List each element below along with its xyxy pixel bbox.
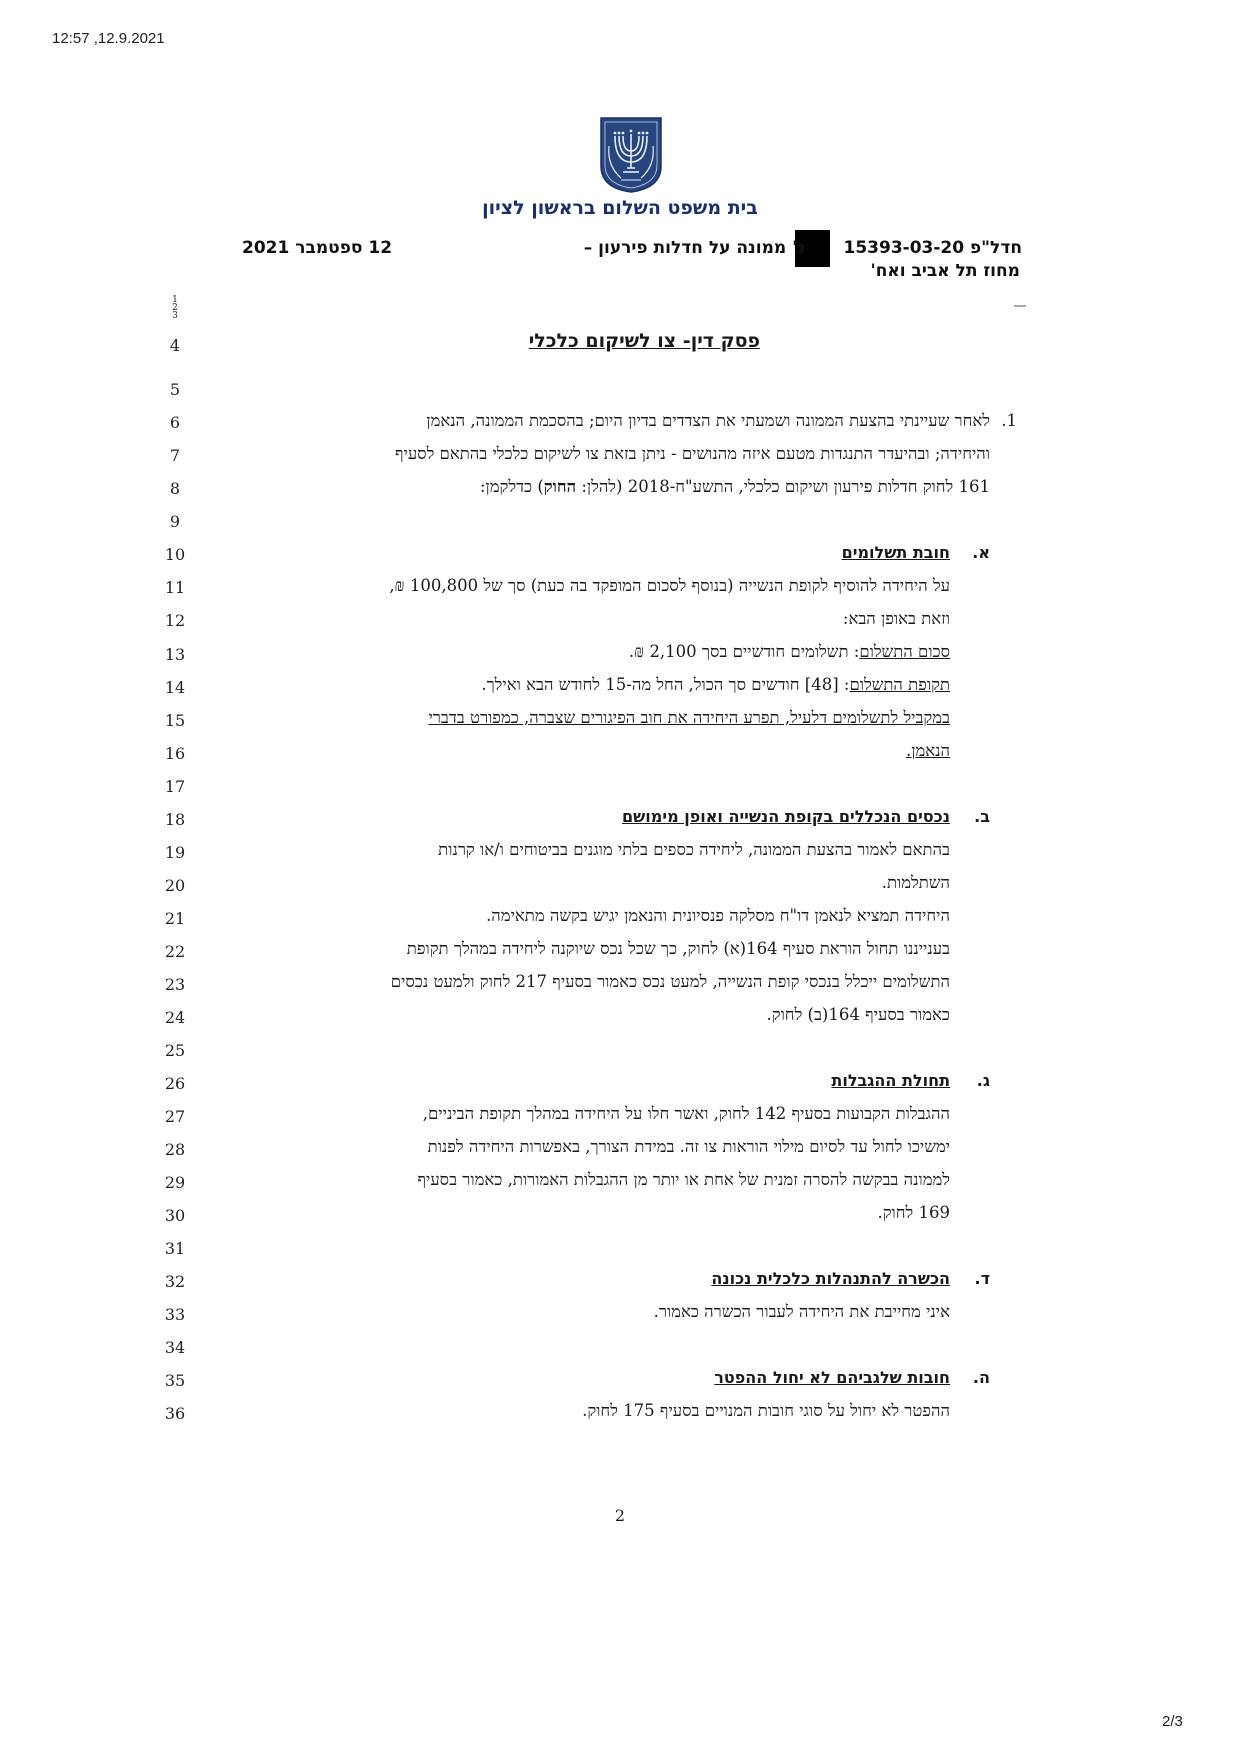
section-d-letter: ד.	[974, 1269, 990, 1288]
section-b-heading: נכסים הנכללים בקופת הנשייה ואופן מימושם	[622, 807, 950, 826]
payment-period-text: : [48] חודשים סך הכול, החל מה-15 לחודש הבא ואילך.	[481, 675, 850, 694]
line-number: 35	[164, 1371, 186, 1390]
line-number: 7	[169, 446, 181, 465]
line-number: 29	[164, 1173, 186, 1192]
document-title: פסק דין- צו לשיקום כלכלי	[528, 330, 760, 352]
line-number: 17	[164, 777, 186, 796]
line-number: 22	[164, 942, 186, 961]
state-emblem-icon	[597, 116, 665, 194]
line-number: 23	[164, 975, 186, 994]
payment-amount-text: : תשלומים חודשיים בסך 2,100 ₪.	[628, 642, 860, 661]
line-number: 15	[164, 711, 186, 730]
section-b-line: השתלמות.	[881, 873, 950, 892]
section-b-letter: ב.	[974, 807, 990, 826]
line-number: 14	[164, 678, 186, 697]
section-a-heading: חובת תשלומים	[841, 543, 950, 562]
section-b-line: בענייננו תחול הוראת סעיף 164(א) לחוק, כך שכל נכס שיוקנה ליחידה במהלך תקופת	[406, 939, 950, 958]
page-number: 2	[614, 1506, 626, 1525]
section-a-line: במקביל לתשלומים דלעיל, תפרע היחידה את חוב הפיגורים שצברה, כמפורט בדברי	[428, 708, 950, 727]
line-number: 10	[164, 545, 186, 564]
section-c-line: לממונה בבקשה להסרה זמנית של אחת או יותר מן ההגבלות האמורות, כאמור בסעיף	[417, 1170, 950, 1189]
court-name: בית משפט השלום בראשון לציון	[482, 197, 758, 219]
intro-line-start: 161 לחוק חדלות פירעון ושיקום כלכלי, התשע"ח-2018 (להלן:	[576, 477, 990, 496]
section-a-payment-period	[481, 675, 950, 695]
section-c-letter: ג.	[976, 1071, 990, 1090]
defined-term-law: החוק	[543, 477, 577, 496]
section-e-letter: ה.	[972, 1368, 990, 1387]
line-number: 34	[164, 1338, 186, 1357]
line-number: 20	[164, 876, 186, 895]
line-number: 31	[164, 1239, 186, 1258]
line-number: 26	[164, 1074, 186, 1093]
section-d-line: איני מחייבת את היחידה לעבור הכשרה כאמור.	[653, 1302, 950, 1321]
section-b-line: היחידה תמציא לנאמן דו"ח מסלקה פנסיונית והנאמן יגיש בקשה מתאימה.	[486, 906, 950, 925]
section-b-line: בהתאם לאמור בהצעת הממונה, ליחידה כספים בלתי מוגנים בביטוחים ו/או קרנות	[438, 840, 950, 859]
line-number: 28	[164, 1140, 186, 1159]
line-numbers-top	[150, 296, 200, 320]
section-a-line: על היחידה להוסיף לקופת הנשייה (בנוסף לסכום המופקד בה כעת) סך של 100,800 ₪,	[389, 576, 950, 595]
section-c-line: ההגבלות הקבועות בסעיף 142 לחוק, ואשר חלו על היחידה במהלך תקופת הביניים,	[422, 1104, 950, 1123]
line-number: 32	[164, 1272, 186, 1291]
print-timestamp: 12:57 ,12.9.2021	[52, 30, 165, 47]
section-d-heading: הכשרה להתנהלות כלכלית נכונה	[711, 1269, 950, 1288]
line-number: 30	[164, 1206, 186, 1225]
section-a-letter: א.	[972, 543, 990, 562]
line-number: 5	[169, 380, 181, 399]
line-number: 1	[172, 295, 178, 305]
section-c-heading: תחולת ההגבלות	[831, 1071, 950, 1090]
line-number: 11	[164, 578, 186, 597]
line-number: 12	[164, 611, 186, 630]
intro-number: 1.	[1001, 411, 1017, 430]
line-number: 25	[164, 1041, 186, 1060]
section-a-line: וזאת באופן הבא:	[842, 609, 950, 628]
decision-date: 12 ספטמבר 2021	[242, 238, 393, 258]
line-number: 8	[169, 479, 181, 498]
line-number: 19	[164, 843, 186, 862]
line-number: 36	[164, 1404, 186, 1423]
line-number: 21	[164, 909, 186, 928]
case-number: חדל"פ 15393-03-20	[843, 238, 1022, 258]
section-e-line: ההפטר לא יחול על סוגי חובות המנויים בסעיף 175 לחוק.	[582, 1401, 950, 1420]
line-number: 13	[164, 645, 186, 664]
intro-line: והיחידה; ובהיעדר התנגדות מטעם איזה מהנושים - ניתן בזאת צו לשיקום כלכלי בהתאם לסעיף	[394, 444, 990, 463]
payment-period-label: תקופת התשלום	[849, 675, 950, 694]
line-number: 27	[164, 1107, 186, 1126]
section-a-line: הנאמן.	[906, 741, 950, 760]
case-parties-line2: מחוז תל אביב ואח'	[870, 261, 1020, 281]
intro-line	[480, 477, 990, 497]
line-number: 3	[172, 311, 178, 321]
section-a-payment-amount	[629, 642, 950, 662]
line-number: 2	[172, 303, 178, 313]
section-c-line: ימשיכו לחול עד לסיום מילוי הוראות צו זה. במידת הצורך, באפשרות היחידה לפנות	[427, 1137, 950, 1156]
section-c-line: 169 לחוק.	[877, 1203, 950, 1222]
line-number: 16	[164, 744, 186, 763]
line-number: 33	[164, 1305, 186, 1324]
payment-amount-label: סכום התשלום	[859, 642, 950, 661]
section-e-heading: חובות שלגביהם לא יחול ההפטר	[714, 1368, 950, 1387]
line-number: 9	[169, 512, 181, 531]
scan-mark	[1014, 305, 1026, 307]
case-parties: נ' ממונה על חדלות פירעון –	[583, 238, 805, 258]
print-page-counter: 2/3	[1162, 1713, 1183, 1730]
intro-line-end: ) כדלקמן:	[480, 477, 544, 496]
line-number: 6	[169, 413, 181, 432]
section-b-line: התשלומים ייכלל בנכסי קופת הנשייה, למעט נכס כאמור בסעיף 217 לחוק ולמעט נכסים	[390, 972, 950, 991]
intro-line: לאחר שעיינתי בהצעת הממונה ושמעתי את הצדדים בדיון היום; בהסכמת הממונה, הנאמן	[426, 411, 990, 430]
line-number: 4	[169, 336, 181, 355]
section-b-line: כאמור בסעיף 164(ב) לחוק.	[766, 1005, 950, 1024]
line-number: 18	[164, 810, 186, 829]
line-number: 24	[164, 1008, 186, 1027]
